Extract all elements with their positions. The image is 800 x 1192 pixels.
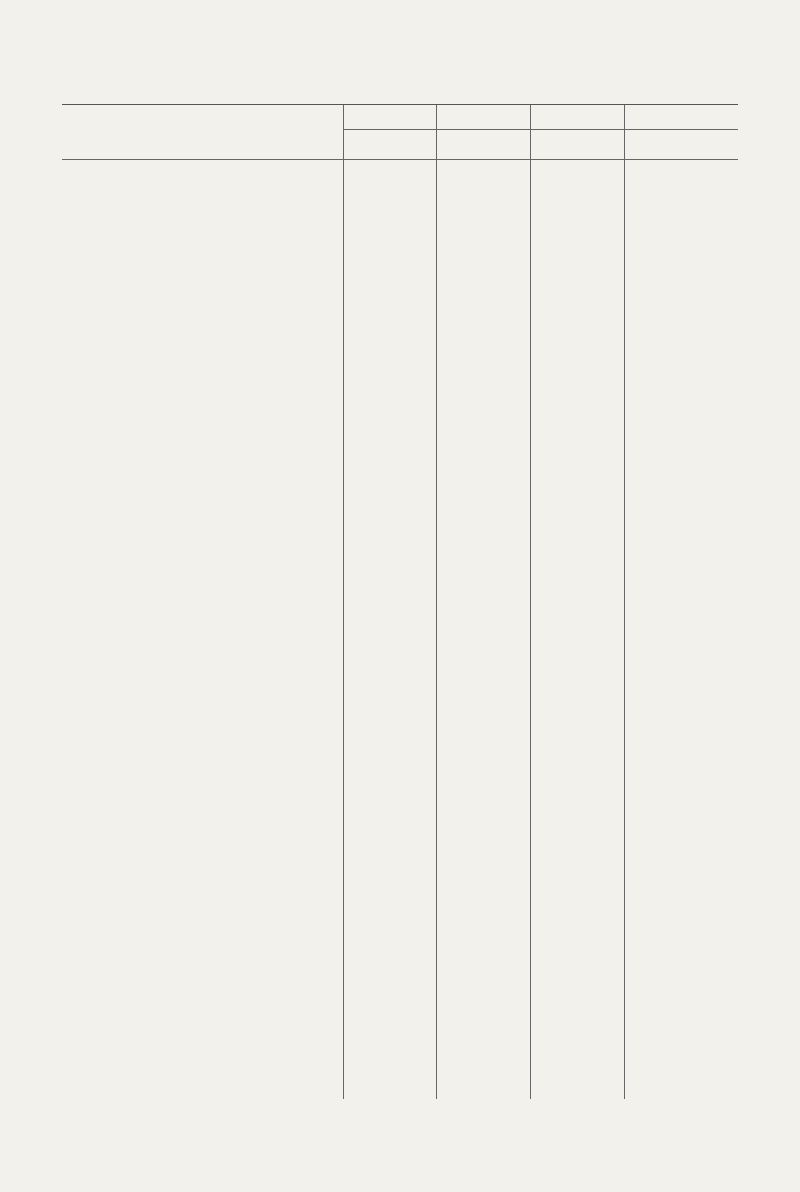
divider-label	[343, 105, 344, 1099]
header-underline	[62, 159, 738, 160]
divider-age8	[530, 105, 531, 1099]
table-frame	[62, 104, 738, 1099]
group-underline	[343, 129, 738, 130]
divider-entrants	[436, 105, 437, 1099]
divider-age12	[624, 105, 625, 1099]
